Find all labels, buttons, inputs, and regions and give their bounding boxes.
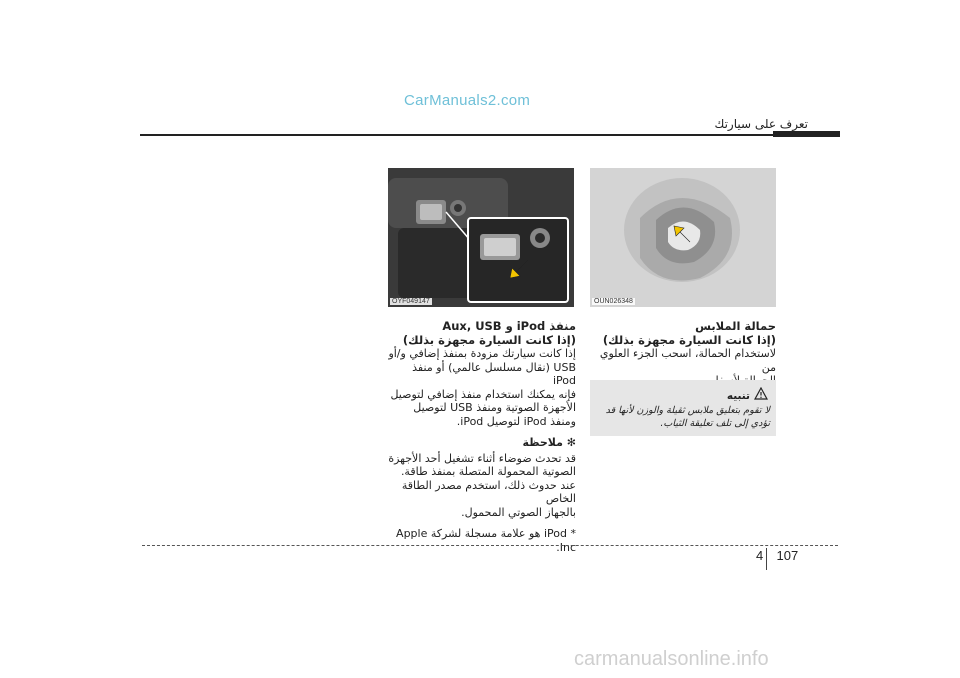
section-subheading: (إذا كانت السيارة مجهزة بذلك)	[402, 332, 576, 347]
caution-title: تنبيه	[726, 390, 750, 402]
chapter-number: 4	[756, 548, 764, 563]
header-rule-tab	[773, 131, 840, 137]
paragraph-line: ومنفذ iPod لتوصيل iPod.	[456, 414, 576, 428]
photo-code: OUN026348	[594, 298, 633, 305]
paragraph-line: فإنه يمكنك استخدام منفذ إضافي لتوصيل	[390, 387, 576, 401]
header-rule	[140, 134, 840, 136]
notice-line: الصوتية المحمولة المتصلة بمنفذ طاقة.	[400, 465, 576, 478]
watermark-bottom: carmanualsonline.info	[574, 648, 769, 670]
page-number	[756, 548, 798, 563]
caution-line: لا تقوم بتعليق ملابس ثقيلة والوزن لأنها قد	[605, 405, 770, 416]
asterisk-icon: ✻	[562, 436, 576, 449]
caution-line: تؤدي إلى تلف تعليقة الثياب.	[660, 418, 770, 429]
section-heading: حمالة الملابس	[695, 319, 776, 333]
console-illustration	[388, 168, 574, 307]
coat-hook-illustration	[590, 168, 776, 307]
paragraph-line: USB (نقال مسلسل عالمي) أو منفذ iPod	[412, 360, 576, 387]
notice-line: عند حدوث ذلك، استخدم مصدر الطاقة الخاص	[401, 478, 576, 505]
footer-rule	[142, 545, 838, 546]
warning-triangle-icon	[754, 387, 768, 400]
watermark-top: CarManuals2.com	[404, 92, 531, 109]
usb-aux-section	[386, 320, 576, 554]
paragraph-line: لاستخدام الحمالة، اسحب الجزء العلوي من	[599, 347, 776, 374]
notice-heading-text: ملاحظة	[522, 436, 563, 449]
section-subheading: (إذا كانت السيارة مجهزة بذلك)	[602, 332, 776, 347]
paragraph-line: إذا كانت سيارتك مزودة بمنفذ إضافي و/أو	[388, 347, 576, 360]
paragraph-line: الأجهزة الصوتية ومنفذ USB لتوصيل	[413, 401, 576, 414]
caution-box	[590, 380, 776, 436]
usb-aux-port-photo	[388, 168, 574, 307]
page-number-separator	[766, 548, 767, 570]
section-heading: منفذ iPod و Aux, USB	[442, 319, 576, 333]
notice-heading	[386, 436, 576, 450]
caution-text	[596, 404, 770, 430]
footnote: * iPod هو علامة مسجلة لشركة Apple Inc.	[396, 527, 576, 554]
coat-hook-section	[590, 320, 776, 388]
coat-hook-photo	[590, 168, 776, 307]
section-title: تعرف على سيارتك	[714, 117, 808, 131]
notice-line: قد تحدث ضوضاء أثناء تشغيل أحد الأجهزة	[388, 451, 576, 465]
notice-line: بالجهاز الصوتي المحمول.	[461, 505, 576, 519]
page-number-value: 107	[776, 548, 799, 563]
photo-code: OYF049147	[392, 298, 430, 305]
